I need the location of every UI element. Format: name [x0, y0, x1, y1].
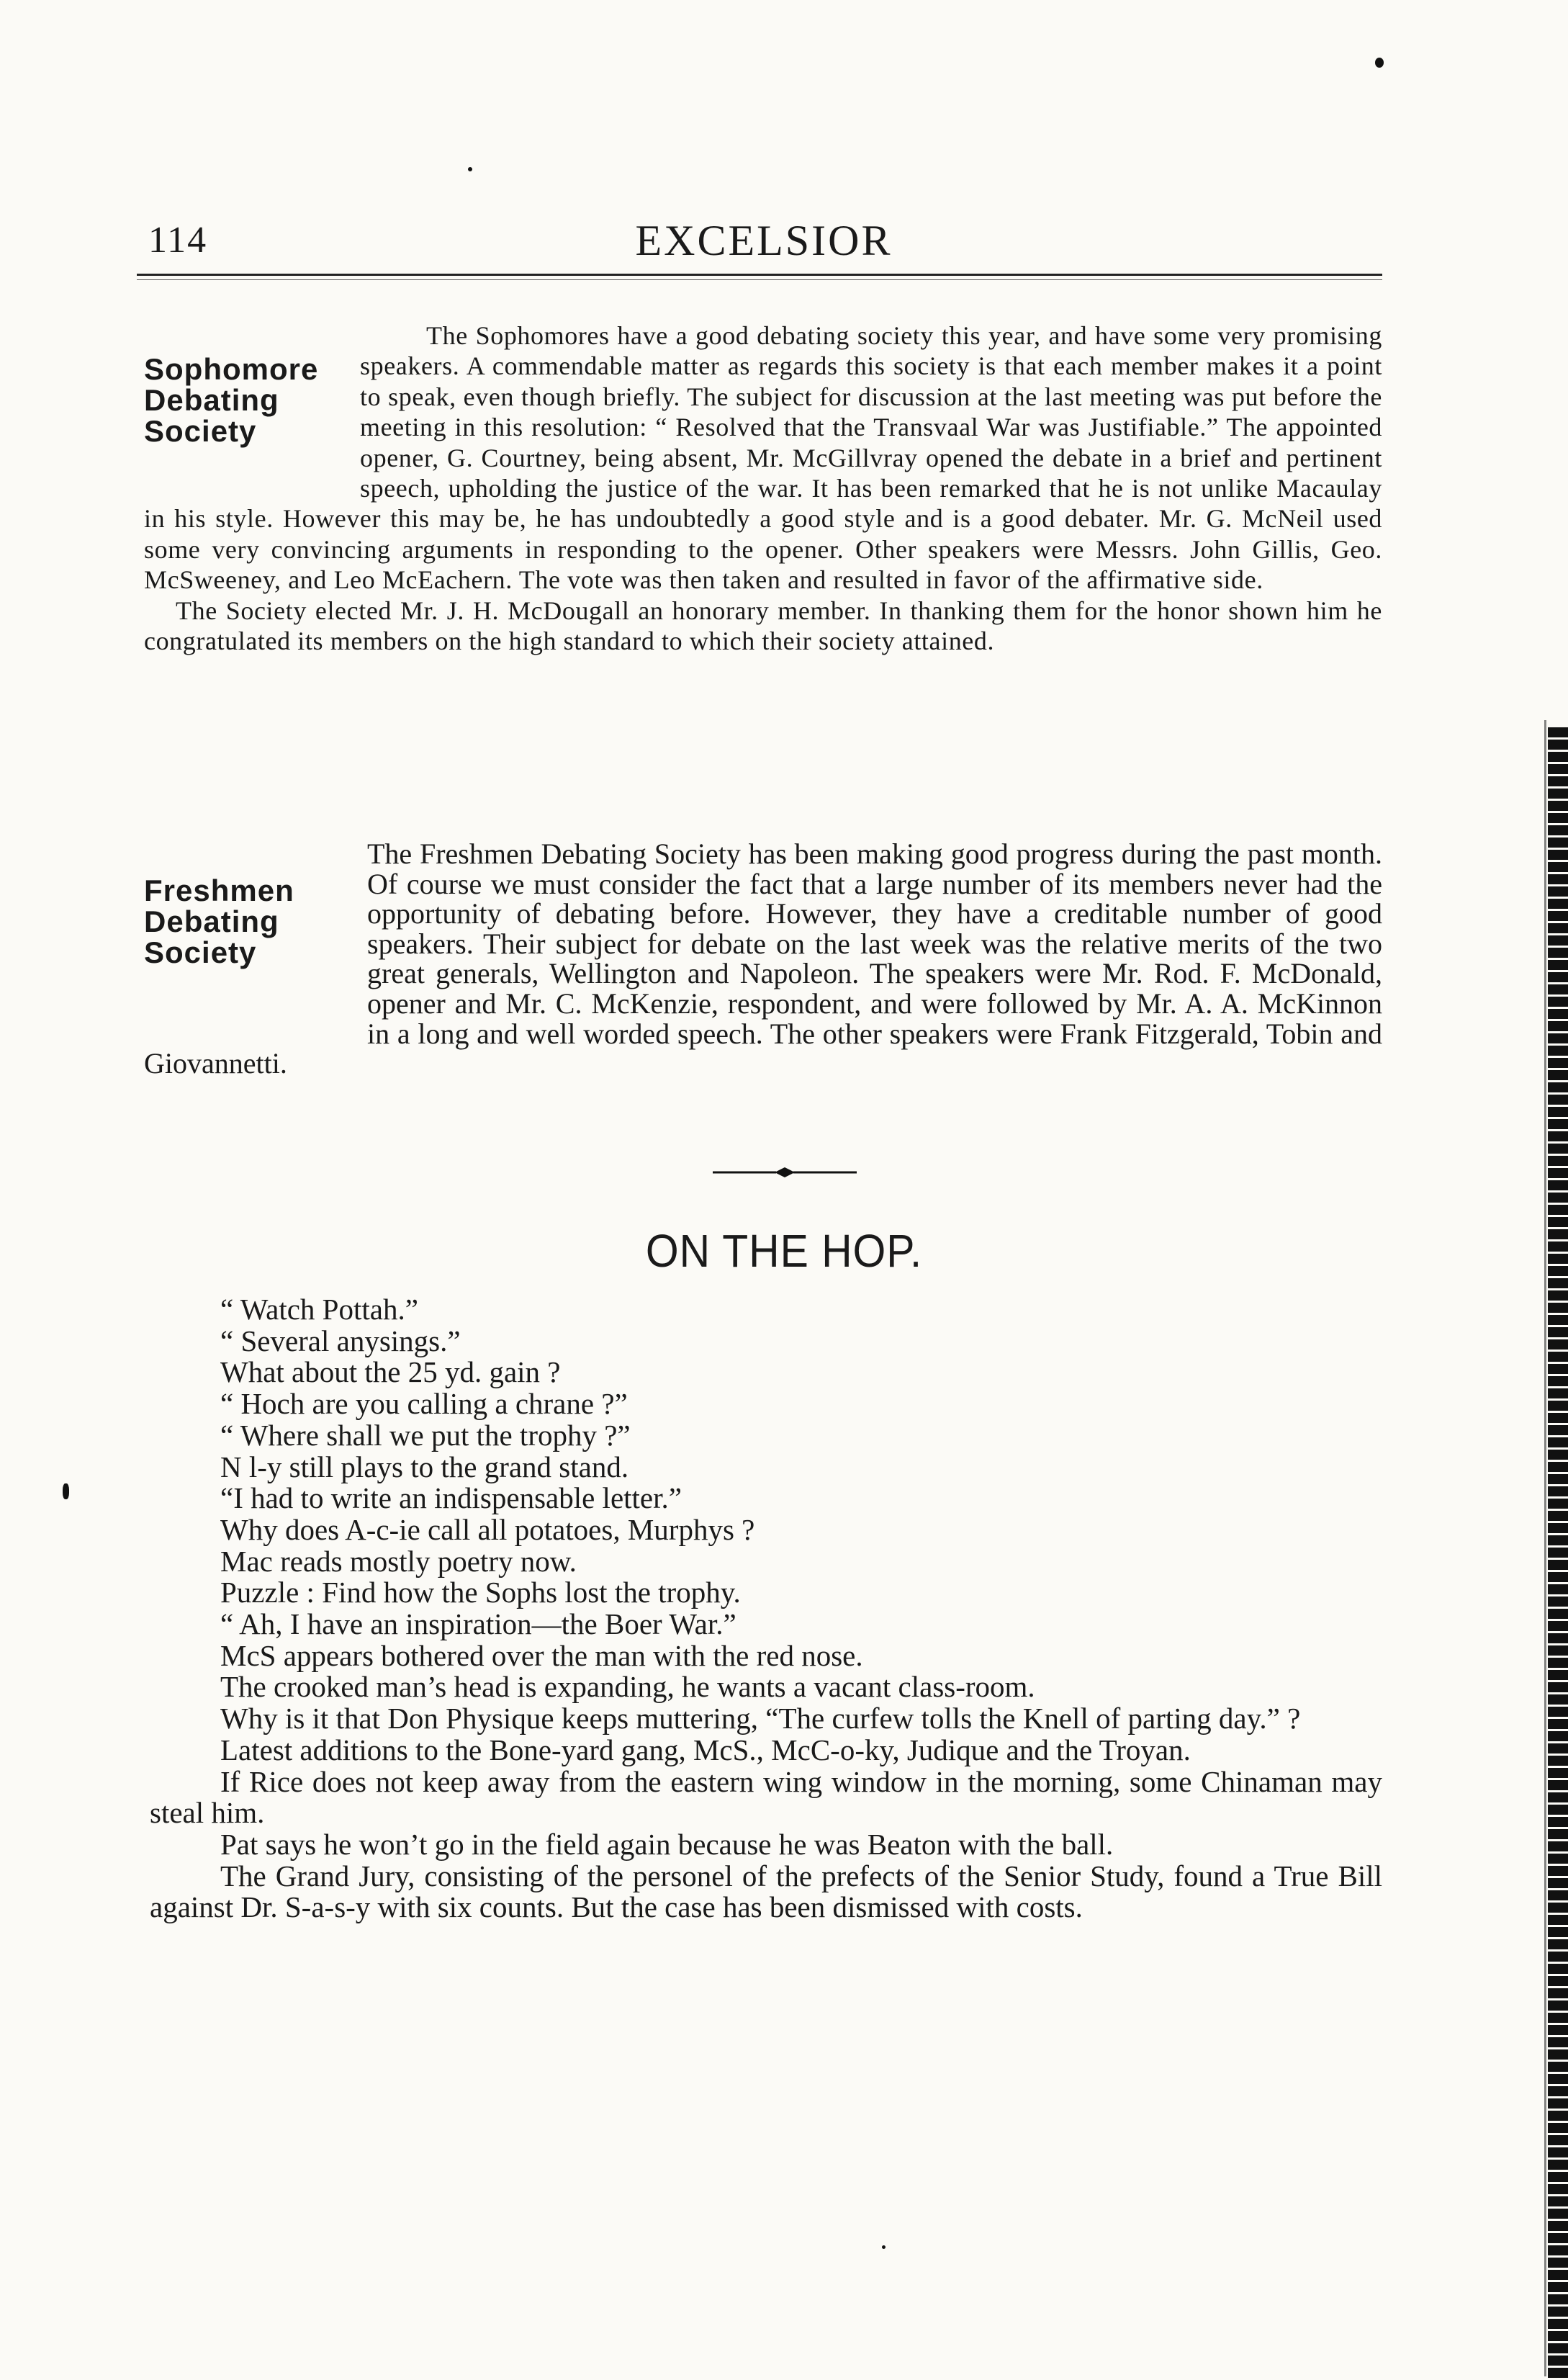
freshmen-side-heading	[144, 875, 294, 968]
freshmen-paragraph: The Freshmen Debating Society has been making good progress during the past month. Of course we must consider the fact that a large number of its members never had the opportunity of debating before. However, they have a creditable number of good speakers. Their subject for debate on the last week was the relative merits of the two great generals, Wellington and Napoleon. The speakers were Mr. Rod. F. McDonald, opener and Mr. C. McKenzie, respondent, and were followed by Mr. A. A. McKinnon in a long and well worded speech. The other speakers were Frank Fitzgerald, Tobin and Giovannetti.	[144, 838, 1382, 1080]
hop-item: “ Ah, I have an inspiration—the Boer War.”	[220, 1607, 736, 1641]
side-heading-line: Freshmen	[144, 874, 294, 907]
hop-item: “ Hoch are you calling a chrane ?”	[220, 1387, 628, 1421]
sophomore-paragraph: The Society elected Mr. J. H. McDougall an honorary member. In thanking them for the honor shown him he congratulated its members on the high standard to which their society attained.	[144, 596, 1382, 656]
hop-item: “ Several anysings.”	[220, 1324, 461, 1357]
side-heading-line: Debating	[144, 383, 279, 417]
hop-item: Puzzle : Find how the Sophs lost the trophy.	[220, 1576, 741, 1609]
ornament-divider	[713, 1165, 857, 1180]
hop-item: “ Where shall we put the trophy ?”	[220, 1418, 631, 1452]
journal-title: EXCELSIOR	[635, 217, 893, 264]
hop-title: ON THE HOP.	[645, 1225, 923, 1277]
sophomore-paragraph: The Sophomores have a good debating society this year, and have some very promising speakers. A commendable matter as regards this society is that each member makes it a point to speak, even though briefly. The subject for discussion at the last meeting was put before the meeting in this resolution: “ Resolved that the Transvaal War was Justifiable.” The appointed opener, G. Courtney, being absent, Mr. McGillvray opened the debate in a brief and pertinent speech, upholding the justice of the war. It has been remarked that he is not unlike Macaulay in his style. However this may be, he has undoubtedly a good style and is a good debater. Mr. G. McNeil used some very convincing arguments in responding to the opener. Other speakers were Messrs. John Gillis, Geo. McSweeney, and Leo McEachern. The vote was then taken and resulted in favor of the affirmative side.	[144, 321, 1382, 595]
scan-page-edge	[1548, 727, 1568, 2380]
scan-speck	[1375, 58, 1384, 68]
hop-item: McS appears bothered over the man with the red nose.	[220, 1638, 863, 1672]
scan-speck	[468, 167, 472, 171]
side-heading-line: Society	[144, 935, 257, 969]
side-heading-line: Sophomore	[144, 352, 319, 386]
freshmen-debating-section	[144, 839, 1382, 1079]
hop-item: Latest additions to the Bone-yard gang, McS., McC-o-ky, Judique and the Troyan.	[220, 1733, 1191, 1766]
sophomore-side-heading	[144, 354, 318, 446]
scan-speck	[63, 1483, 69, 1499]
header-rule	[137, 274, 1382, 276]
hop-item: “ Watch Pottah.”	[220, 1293, 418, 1326]
hop-item: What about the 25 yd. gain ?	[220, 1355, 561, 1389]
hop-item: N l-y still plays to the grand stand.	[220, 1450, 629, 1483]
hop-item: Why does A-c-ie call all potatoes, Murphys ?	[220, 1512, 755, 1546]
hop-item: If Rice does not keep away from the eastern wing window in the morning, some Chinaman may steal him.	[150, 1764, 1382, 1830]
scan-speck	[882, 2245, 886, 2249]
side-heading-line: Debating	[144, 904, 279, 938]
sophomore-debating-section	[144, 320, 1382, 656]
side-heading-line: Society	[144, 414, 257, 448]
scan-page-edge-line	[1544, 720, 1546, 2376]
hop-item: Pat says he won’t go in the field again because he was Beaton with the ball.	[220, 1827, 1114, 1861]
hop-item: Why is it that Don Physique keeps muttering, “The curfew tolls the Knell of parting day.” ?	[220, 1702, 1301, 1735]
hop-item: Mac reads mostly poetry now.	[220, 1544, 577, 1578]
hop-item: “I had to write an indispensable letter.”	[220, 1481, 682, 1515]
page-number: 114	[148, 220, 208, 261]
hop-column	[150, 1294, 1382, 1923]
hop-item: The Grand Jury, consisting of the personel of the prefects of the Senior Study, found a True Bill against Dr. S-a-s-y with six counts. But the case has been dismissed with costs.	[150, 1859, 1382, 1924]
running-head	[148, 209, 1379, 274]
header-rule-thin	[137, 279, 1382, 280]
hop-item: The crooked man’s head is expanding, he wants a vacant class-room.	[220, 1670, 1035, 1704]
